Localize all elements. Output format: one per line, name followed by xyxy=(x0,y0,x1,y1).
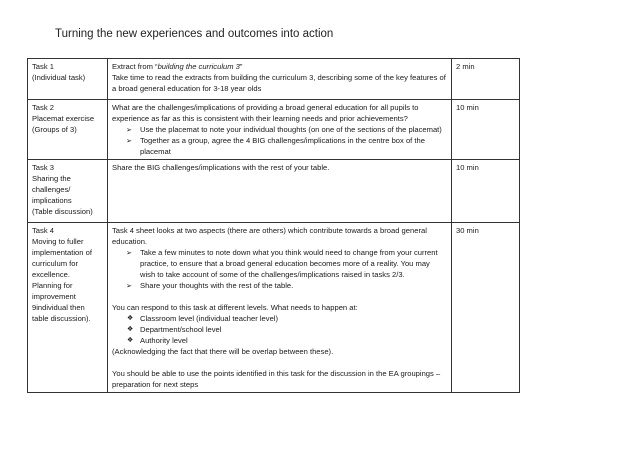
task-detail: implications xyxy=(32,196,72,205)
description-cell xyxy=(108,59,452,100)
list-item: ➢ Take a few minutes to note down what you think would need to change from your current practice, to ensure that a broad general education becomes more of a reality. You may wish to take account of some of the challenges/implications raised in tasks 2/3. xyxy=(126,248,438,279)
description-text: What are the challenges/implications of providing a broad general education for all pupils to experience as far as this is consistent with their learning needs and prior achievements? xyxy=(112,103,419,123)
task-name: Task 1 xyxy=(32,62,54,71)
task-table xyxy=(27,58,520,393)
task-cell xyxy=(28,100,108,160)
task-detail: Moving to fuller implementation of curriculum for excellence. xyxy=(32,237,92,279)
task-detail: 9individual then table discussion). xyxy=(32,303,91,323)
overlap-note: (Acknowledging the fact that there will be overlap between these). xyxy=(112,347,334,356)
task-detail: (Table discussion) xyxy=(32,207,93,216)
task-name: Task 3 xyxy=(32,163,54,172)
time-cell: 2 min xyxy=(452,59,520,100)
table-row xyxy=(28,100,520,160)
task-name: Task 2 xyxy=(32,103,54,112)
arrow-bullet-icon: ➢ xyxy=(126,136,133,145)
task-cell xyxy=(28,223,108,393)
time-cell: 30 min xyxy=(452,223,520,393)
diamond-bullet-icon: ❖ xyxy=(127,326,134,333)
page-title: Turning the new experiences and outcomes into action xyxy=(55,28,334,40)
levels-intro: You can respond to this task at different levels. What needs to happen at: xyxy=(112,303,358,312)
description-cell xyxy=(108,223,452,393)
task-name: Task 4 xyxy=(32,226,54,235)
description-text: Take time to read the extracts from building the curriculum 3, describing some of the key features of a broad general education for 3-18 year olds xyxy=(112,73,446,93)
diamond-bullet-icon: ❖ xyxy=(127,315,134,322)
table-row xyxy=(28,223,520,393)
table-row xyxy=(28,160,520,223)
arrow-bullet-icon: ➢ xyxy=(126,281,133,290)
arrow-bullet-icon: ➢ xyxy=(126,248,133,257)
task-detail: Placemat exercise xyxy=(32,114,95,123)
task-detail: Planning for improvement xyxy=(32,281,76,301)
task-detail: (Groups of 3) xyxy=(32,125,77,134)
task-detail: (Individual task) xyxy=(32,73,86,82)
diamond-bullet-icon: ❖ xyxy=(127,337,134,344)
list-item: ➢ Use the placemat to note your individual thoughts (on one of the sections of the placemat) xyxy=(126,125,442,134)
task-cell xyxy=(28,59,108,100)
time-cell: 10 min xyxy=(452,100,520,160)
list-item: ❖ Classroom level (individual teacher level) xyxy=(127,314,279,323)
task-cell xyxy=(28,160,108,223)
table-row xyxy=(28,59,520,100)
extract-heading: Extract from “building the curriculum 3” xyxy=(112,62,243,71)
list-item: ❖ Department/school level xyxy=(127,325,222,334)
description-cell xyxy=(108,100,452,160)
list-item: ➢ Together as a group, agree the 4 BIG challenges/implications in the centre box of the placemat xyxy=(126,136,425,156)
list-item: ➢ Share your thoughts with the rest of the table. xyxy=(126,281,294,290)
arrow-bullet-icon: ➢ xyxy=(126,125,133,134)
closing-text: You should be able to use the points identified in this task for the discussion in the EA groupings – preparation for next steps xyxy=(112,369,441,389)
time-cell: 10 min xyxy=(452,160,520,223)
description-text: Task 4 sheet looks at two aspects (there are others) which contribute towards a broad general education. xyxy=(112,226,427,246)
list-item: ❖ Authority level xyxy=(127,336,188,345)
task-detail: Sharing the challenges/ xyxy=(32,174,71,194)
description-cell: Share the BIG challenges/implications with the rest of your table. xyxy=(108,160,452,223)
